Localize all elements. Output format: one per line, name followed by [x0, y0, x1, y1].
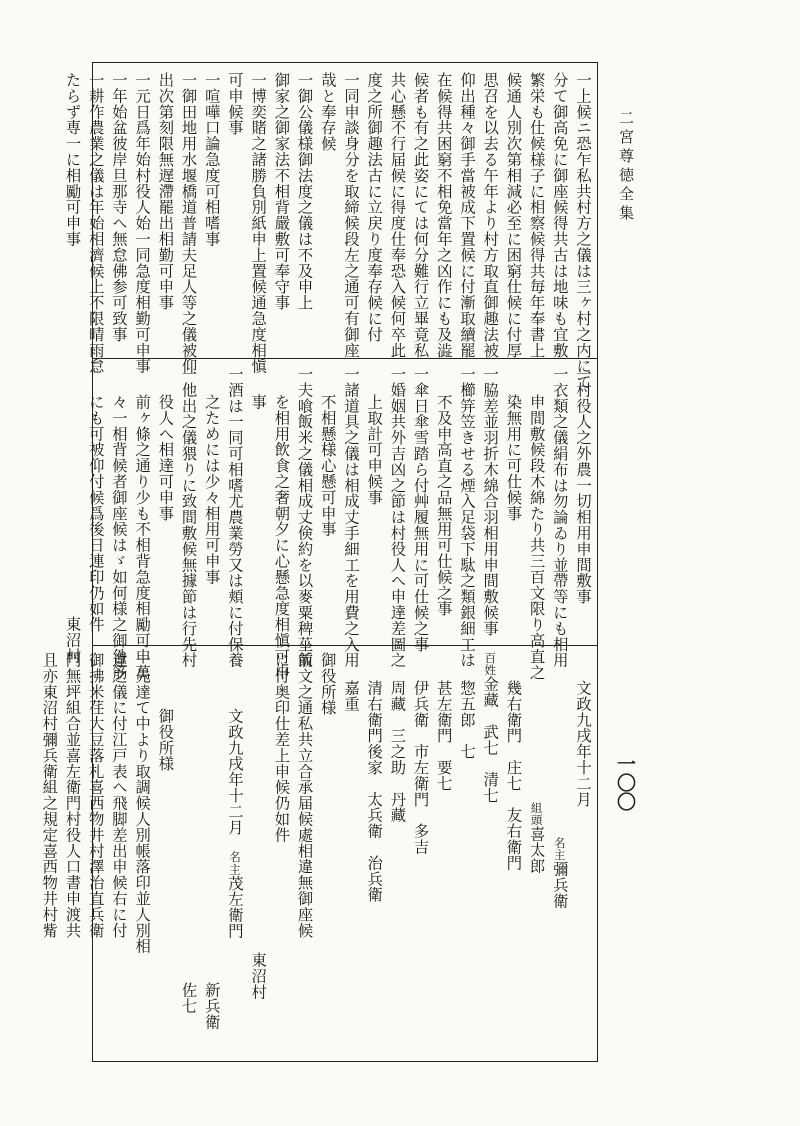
- date-text: 文政九戌年十二月: [225, 708, 244, 836]
- village-signature: 東沼村: [249, 952, 268, 1000]
- signer-role: 組頭: [529, 802, 544, 827]
- signer-entry: [478, 652, 501, 1056]
- signer-name: 幾右衛門: [504, 680, 523, 744]
- text-line: 不及申高直之品無用可仕候之事: [434, 394, 453, 617]
- signer-name: 多吉: [411, 823, 430, 855]
- section-regulations-part1: [63, 72, 594, 390]
- signer-name: 丹藏: [388, 791, 407, 824]
- signer-entry: [362, 652, 385, 1056]
- text-line: 思召を以去る午年より村方取直御趣法被: [481, 72, 500, 359]
- text-line: 仰出種々御手當被成下置候に付漸取續罷: [457, 72, 476, 359]
- signer-role: 名主: [552, 837, 567, 862]
- text-line: 一博奕賭之諸勝負別紙申上置候通急度相愼: [249, 72, 268, 375]
- signer-name: 太兵衛: [365, 791, 384, 840]
- signer-role: 名主: [227, 851, 242, 876]
- signer-name: 佐七: [179, 982, 198, 1014]
- text-line: 一先達て中より取調候人別帳落印並人別相: [133, 652, 152, 955]
- date-line: [223, 652, 246, 1056]
- text-line: 申間敷候段木綿たり共三百文限り高直之: [527, 394, 546, 681]
- signer-name: 清七: [481, 771, 500, 804]
- signer-name: 友右衛門: [504, 807, 523, 871]
- addressee: 御役所様: [156, 708, 175, 772]
- text-line: 可申候事: [225, 72, 244, 136]
- text-line: にも可被仰付候爲後日連印仍如件: [86, 394, 105, 633]
- text-line: 御家之御家法不相背嚴敷可奉守事: [272, 72, 291, 311]
- signer-entry: [501, 652, 524, 1056]
- date-line: 文政九戌年十二月: [574, 680, 592, 808]
- village-signature: 東沼村: [63, 616, 82, 664]
- signer-name: 三之助: [388, 727, 407, 776]
- text-line: を相用飲食之奢朝夕に心懸急度相愼可申: [272, 394, 291, 681]
- text-line: に付奥印仕差上申候仍如件: [272, 652, 291, 843]
- text-line: 一上候ニ恐乍私共村方之儀は三ヶ村之内にて: [574, 72, 592, 390]
- signer-name: 喜太郎: [527, 826, 546, 874]
- text-line: 一櫛笄笠きせる煙入足袋下駄之類銀細工は: [457, 366, 476, 669]
- text-line: 度之所御趣法古に立戻り度奉存候に付: [365, 72, 384, 343]
- text-line: 出次第刻限無遅滯罷出相勤可申事: [156, 72, 175, 311]
- signer-name: 清右衛門後家: [365, 680, 384, 776]
- signer-entry: [548, 652, 571, 1056]
- text-line: 御拂米荏大豆落札喜西物井村澤治直兵衛: [86, 652, 105, 939]
- text-line: たらず専一に相勵可申事: [63, 72, 82, 247]
- signer-name: 惣五郎: [457, 680, 476, 728]
- text-line: 一元日爲年始村役人始一同急度相勤可申事: [133, 72, 152, 375]
- text-line: 一御田地用水堰橋道普請夫足人等之儀被仰: [179, 72, 198, 375]
- signer-role: 百姓: [483, 652, 498, 677]
- text-line: 一脇差並羽折木綿合羽相用申間敷候事: [481, 366, 500, 637]
- signer-name: 嘉重: [341, 680, 360, 712]
- text-line: 不相懸様心懸可申事: [318, 394, 337, 538]
- text-line: 門無坪組合並喜左衛門村役人口書申渡共: [63, 652, 82, 939]
- text-line: 違之儀に付江戸表へ飛脚差出申候右に付: [109, 652, 128, 939]
- signer-name: 茂左衛門: [225, 875, 244, 939]
- text-line: 一夫喰飯米之儀相成丈倹約を以麥粟稗莝飯: [295, 366, 314, 669]
- signer-name: 新兵衛: [202, 982, 221, 1030]
- signer-name: 彌兵衛: [550, 861, 569, 909]
- signer-name: 周藏: [388, 680, 407, 712]
- signer-entry: [408, 652, 431, 1056]
- signer-entry: [200, 652, 223, 1056]
- page-number: 一〇〇: [614, 754, 636, 811]
- text-line: 一御公儀様御法度之儀は不及申上: [295, 72, 314, 311]
- text-line: 共心懸不行届候に得度仕奉恐入候何卒此: [388, 72, 407, 359]
- signer-name: 庄七: [504, 759, 523, 792]
- text-line: 分て御高免に御座候得共古は地味も宜敷: [550, 72, 569, 359]
- text-line: 且亦東沼村彌兵衛組之規定喜西物井村觜: [40, 652, 59, 939]
- text-line: 在候得共困窮不相免當年之凶作にも及澁: [434, 72, 453, 359]
- signer-name: 治兵衛: [365, 854, 384, 903]
- text-line: 候通人別次第相減必至に困窮仕候に付厚: [504, 72, 523, 359]
- signer-entry: [524, 652, 547, 1056]
- text-line: 一諸道具之儀は相成丈手細工を用費之入用: [341, 366, 360, 669]
- text-line: 上取計可申候事: [365, 394, 384, 506]
- addressee: 御役所様: [318, 652, 337, 716]
- section-divider: [92, 358, 598, 359]
- text-line: 前ヶ條之通り少も不相背急度相勵可申萬: [133, 394, 152, 681]
- text-line: 一酒は一同可相嗜尤農業勞又は頬に付保養: [225, 366, 244, 669]
- text-line: 一傘日傘雪踏ら付艸履無用に可仕候之事: [411, 366, 430, 653]
- text-line: 一婚姻共外吉凶之節は村役人へ申達差圖之: [388, 366, 407, 669]
- text-line: 一年始盆彼岸旦那寺へ無怠佛参可致事: [109, 72, 128, 343]
- signer-name: 要七: [434, 759, 453, 792]
- text-line: 一衣類之儀絹布は勿論ゐり並帶等にも相用: [550, 366, 569, 669]
- text-line: 一同申談身分を取締候段左之通可有御座: [341, 72, 360, 359]
- signer-name: 七: [457, 743, 476, 760]
- signer-name: 甚左衛門: [434, 680, 453, 744]
- signer-name: 市左衛門: [411, 743, 430, 808]
- signer-name: 武七: [481, 723, 500, 756]
- signer-entry: [455, 652, 478, 1056]
- signer-entry: [432, 652, 455, 1056]
- text-line: 繁栄も仕候様子に相察候得共毎年奉書上: [527, 72, 546, 359]
- text-line: 前文之通私共立合承届候處相違無御座候: [295, 652, 314, 939]
- signer-name: 伊兵衛: [411, 680, 430, 728]
- text-line: 染無用に可仕候事: [504, 394, 523, 522]
- signer-name: 金藏: [481, 676, 500, 709]
- text-line: 事: [249, 394, 268, 410]
- signer-entry: [339, 652, 362, 1056]
- text-line: 々一相背候者御座候はゞ如何様之御咎筋: [109, 394, 128, 681]
- text-line: 一喧嘩口論急度可相嗜事: [202, 72, 221, 247]
- text-line: 之ためには少々相用可申事: [202, 394, 221, 585]
- text-line: 一村役人之外農一切相用申間敷事: [574, 366, 592, 605]
- section-signatories: [40, 652, 594, 1056]
- text-line: 役人へ相達可申事: [156, 394, 175, 522]
- signer-entry: [176, 652, 199, 1056]
- text-line: 哉と奉存候: [318, 72, 337, 152]
- text-line: 候者も有之此姿にては何分難行立畢竟私: [411, 72, 430, 359]
- text-line: 一他出之儀猥りに致間敷候無據節は行先村: [179, 366, 198, 669]
- signer-entry: [385, 652, 408, 1056]
- running-title: 二宮尊徳全集: [617, 110, 635, 224]
- text-line: 一耕作農業之儀は年始相濟候上不限晴雨怠: [86, 72, 105, 375]
